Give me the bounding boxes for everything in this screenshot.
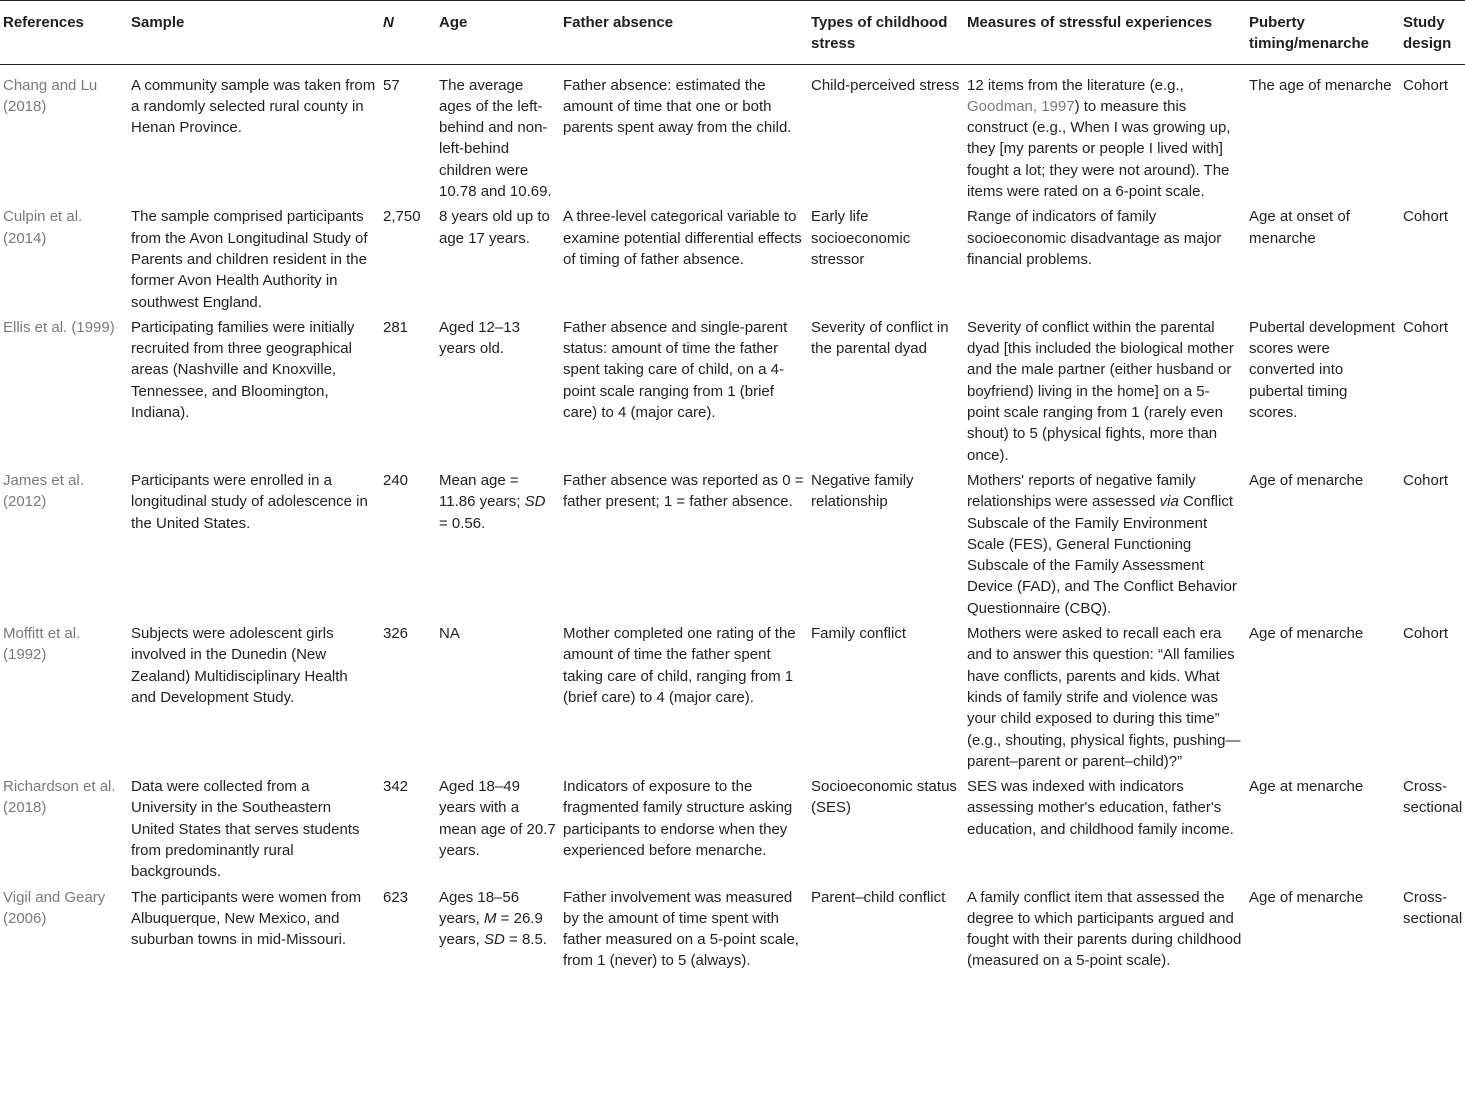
n-cell: 240	[383, 471, 409, 489]
puberty-cell: Age at menarche	[1249, 778, 1364, 796]
puberty-cell: Age of menarche	[1249, 471, 1364, 489]
table-header	[0, 1, 1465, 65]
reference-link[interactable]: James et al. (2012)	[3, 471, 84, 511]
stress-type-cell: Child-perceived stress	[811, 76, 960, 94]
table-row	[0, 206, 1465, 316]
sample-cell: Data were collected from a University in the Southeastern United States that serves students from predominantly rural backgrounds.	[131, 778, 360, 881]
measures-cell: Range of indicators of family socioeconomic disadvantage as major financial problems.	[967, 208, 1222, 268]
stress-type-cell: Negative family relationship	[811, 471, 914, 511]
table-row	[0, 470, 1465, 623]
m-symbol: M	[484, 909, 497, 927]
header-puberty: Puberty timing/menarche	[1246, 1, 1400, 65]
n-cell: 57	[383, 76, 400, 94]
stress-type-cell: Socioeconomic status (SES)	[811, 778, 957, 817]
stress-type-cell: Family conflict	[811, 625, 907, 643]
measures-cell	[964, 64, 1246, 206]
father-absence-cell: Mother completed one rating of the amount of time the father spent taking care of child, ranging from 1 (brief care) to 4 (major care).	[563, 625, 796, 706]
age-cell	[436, 470, 560, 623]
age-text: Ages 18–56 years,	[439, 888, 520, 927]
reference-link[interactable]: Vigil and Geary (2006)	[3, 888, 106, 927]
stress-type-cell: Parent–child conflict	[811, 888, 946, 906]
measures-cell	[964, 470, 1246, 623]
age-cell: Aged 18–49 years with a mean age of 20.7 years.	[439, 778, 556, 859]
puberty-cell: Age of menarche	[1249, 888, 1364, 906]
measures-text: Mothers' reports of negative family relationships were assessed	[967, 471, 1196, 511]
reference-link[interactable]: Moffitt et al. (1992)	[3, 625, 81, 664]
header-row	[0, 1, 1465, 65]
header-study-design: Study design	[1400, 1, 1465, 65]
puberty-cell: The age of menarche	[1249, 76, 1392, 94]
n-cell: 2,750	[383, 208, 421, 226]
reference-link[interactable]: Ellis et al. (1999)	[3, 318, 115, 336]
reference-link[interactable]: Chang and Lu (2018)	[3, 76, 98, 115]
measures-text: ) to measure this construct (e.g., When I was growing up, they [my parents or people I lived with] fought a lot; they were not around). The items were rated on a 6-point scale.	[967, 97, 1231, 201]
father-absence-cell: Indicators of exposure to the fragmented family structure asking participants to endorse when they experienced before menarche.	[563, 778, 793, 859]
father-absence-cell: Father absence was reported as 0 = father present; 1 = father absence.	[563, 471, 804, 511]
reference-link[interactable]: Richardson et al. (2018)	[3, 778, 116, 817]
sample-cell: Subjects were adolescent girls involved in the Dunedin (New Zealand) Multidisciplinary Health and Development Study.	[131, 625, 348, 706]
father-absence-cell: Father absence and single-parent status: amount of time the father spent taking care of child, on a 4-point scale ranging from 1 (brief care) to 4 (major care).	[563, 318, 788, 422]
design-cell: Cross-sectional	[1403, 888, 1463, 927]
age-text: = 8.5.	[504, 931, 547, 949]
age-cell: The average ages of the left-behind and non-left-behind children were 10.78 and 10.69.	[439, 76, 552, 201]
measures-cell: Severity of conflict within the parental dyad [this included the biological mother and the male partner (either husband or boyfriend) living in the home] on a 5-point scale ranging from 1 (rarely even shout) to 5 (physical fights, more than once).	[967, 318, 1234, 464]
n-cell: 281	[383, 318, 409, 336]
sample-cell: A community sample was taken from a randomly selected rural county in Henan Province.	[131, 76, 376, 137]
sample-cell: The participants were women from Albuquerque, New Mexico, and suburban towns in mid-Missouri.	[131, 888, 362, 949]
table-row	[0, 776, 1465, 886]
sd-symbol: SD	[484, 931, 505, 949]
stress-type-cell: Early life socioeconomic stressor	[811, 208, 911, 268]
puberty-cell: Age of menarche	[1249, 625, 1364, 643]
age-text: = 0.56.	[439, 514, 486, 532]
stress-type-cell: Severity of conflict in the parental dyad	[811, 318, 949, 358]
reference-link[interactable]: Culpin et al. (2014)	[3, 208, 83, 247]
father-absence-cell: Father involvement was measured by the amount of time spent with father measured on a 5-point scale, from 1 (never) to 5 (always).	[563, 888, 799, 970]
header-types-of-stress: Types of childhood stress	[808, 1, 964, 65]
age-text: = 26.9 years,	[439, 909, 543, 949]
sample-cell: Participants were enrolled in a longitudinal study of adolescence in the United States.	[131, 471, 368, 532]
measures-cell: SES was indexed with indicators assessing mother's education, father's education, and childhood family income.	[967, 778, 1234, 838]
sd-symbol: SD	[524, 493, 546, 511]
age-cell: 8 years old up to age 17 years.	[439, 208, 550, 247]
measures-cell: A family conflict item that assessed the degree to which participants argued and fought with their parents during childhood (measured on a 5-point scale).	[967, 888, 1242, 970]
father-absence-cell: A three-level categorical variable to examine potential differential effects of timing of father absence.	[563, 208, 802, 268]
design-cell: Cohort	[1403, 471, 1449, 489]
table-row	[0, 623, 1465, 776]
n-cell: 342	[383, 778, 409, 796]
header-age: Age	[436, 1, 560, 65]
table-row	[0, 887, 1465, 972]
measures-text: 12 items from the literature (e.g.,	[967, 76, 1184, 94]
design-cell: Cohort	[1403, 76, 1449, 94]
design-cell: Cross-sectional	[1403, 778, 1463, 817]
age-cell: NA	[439, 625, 460, 643]
table-row	[0, 317, 1465, 470]
sample-cell: The sample comprised participants from the Avon Longitudinal Study of Parents and children resident in the former Avon Health Authority in southwest England.	[131, 208, 368, 311]
design-cell: Cohort	[1403, 318, 1449, 336]
header-measures: Measures of stressful experiences	[964, 1, 1246, 65]
design-cell: Cohort	[1403, 625, 1449, 643]
table-row	[0, 64, 1465, 206]
age-text: Mean age = 11.86 years;	[439, 471, 525, 511]
design-cell: Cohort	[1403, 208, 1449, 226]
measures-cell: Mothers were asked to recall each era and to answer this question: “All families have conflicts, parents and kids. What kinds of family strife and violence was your child exposed to during this time” (e.g., shouting, physical fights, pushing—parent–parent or parent–child)?”	[967, 625, 1241, 770]
puberty-cell: Age at onset of menarche	[1249, 208, 1350, 247]
via-word: via	[1159, 493, 1179, 511]
puberty-cell: Pubertal development scores were converted into pubertal timing scores.	[1249, 318, 1395, 422]
n-cell: 326	[383, 625, 409, 643]
header-references: References	[0, 1, 128, 65]
age-cell	[436, 887, 560, 972]
citation-link[interactable]: Goodman, 1997	[967, 97, 1075, 115]
measures-text: Conflict Subscale of the Family Environment Scale (FES), General Functioning Subscale of the Family Assessment Device (FAD), and The Conflict Behavior Questionnaire (CBQ).	[967, 493, 1237, 617]
header-father-absence: Father absence	[560, 1, 808, 65]
header-sample: Sample	[128, 1, 380, 65]
n-cell: 623	[383, 888, 409, 906]
header-n: N	[380, 1, 436, 65]
age-cell: Aged 12–13 years old.	[439, 318, 520, 358]
table-body	[0, 64, 1465, 972]
father-absence-cell: Father absence: estimated the amount of time that one or both parents spent away from the child.	[563, 76, 792, 137]
sample-cell: Participating families were initially recruited from three geographical areas (Nashville and Knoxville, Tennessee, and Bloomington, Indiana).	[131, 318, 355, 422]
